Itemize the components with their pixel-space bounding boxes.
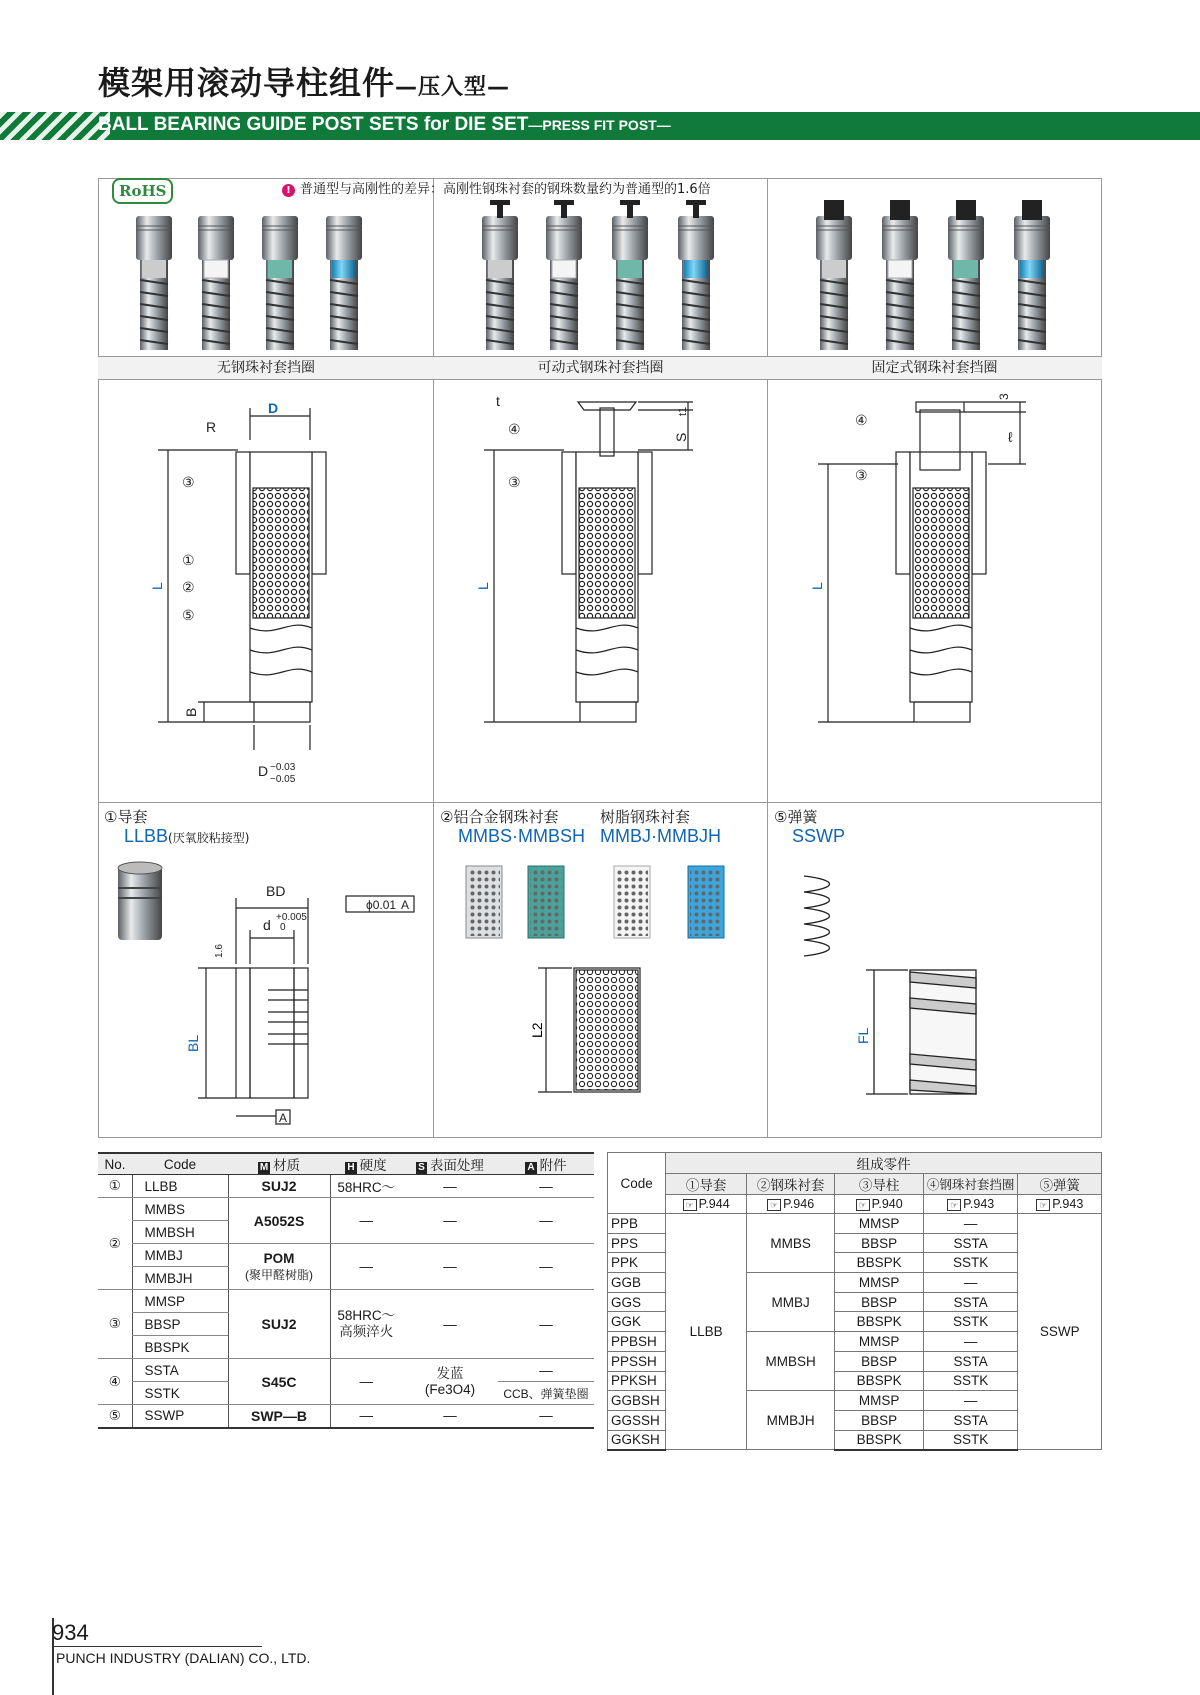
post-cell: BBSPK <box>835 1312 924 1332</box>
code-cell: PPSSH <box>608 1351 666 1371</box>
drawing-movable-retainer <box>484 402 693 722</box>
col-header: M 材质 <box>228 1153 330 1175</box>
post-cell: MMSP <box>835 1273 924 1293</box>
col-header: S 表面处理 <box>402 1153 498 1175</box>
retainer-cell: SSTK <box>923 1430 1018 1450</box>
code-cell: GGSSH <box>608 1410 666 1430</box>
table-row <box>608 1214 1102 1234</box>
dim-3: 3 <box>997 393 1011 400</box>
warning-icon: ! <box>282 184 295 197</box>
ball-bushing-drawing <box>538 968 640 1092</box>
col-header: A 附件 <box>498 1153 594 1175</box>
code-cell: GGK <box>608 1312 666 1332</box>
post-photo-plain <box>482 200 518 350</box>
table-row: ⑤ SSWP SWP—B — — — <box>98 1405 594 1428</box>
guide-bushing-photo <box>118 862 162 940</box>
callout-4: ④ <box>508 421 521 437</box>
retainer-cell: — <box>923 1391 1018 1411</box>
callout-4: ④ <box>855 412 868 428</box>
dim-D-bottom: D <box>258 763 269 779</box>
post-photo-teal <box>948 200 984 350</box>
spring-cell: SSWP <box>1018 1214 1102 1450</box>
bushing-cell: MMBJ <box>746 1273 835 1332</box>
dim-L: L <box>475 582 491 590</box>
table-row: ② MMBS A5052S — — — <box>98 1198 594 1221</box>
rough-16: 1.6 <box>214 944 225 958</box>
callout-2: ② <box>182 579 195 595</box>
callout-1: ① <box>182 552 195 568</box>
callout-3: ③ <box>855 467 868 483</box>
dim-d: d <box>263 917 271 933</box>
guide-cell: LLBB <box>666 1214 746 1450</box>
banner-stripes <box>0 112 110 140</box>
post-cell: MMSP <box>835 1391 924 1411</box>
post-photo-blue <box>678 200 714 350</box>
table-row: MMBJH <box>98 1267 594 1290</box>
dim-FL: FL <box>855 1027 871 1044</box>
dim-B: B <box>183 707 199 717</box>
ref-icon: ☞ <box>683 1199 697 1211</box>
part1-label: ①导套 <box>104 808 148 826</box>
callout-3: ③ <box>182 474 195 490</box>
type-caption: 无钢珠衬套挡圈 <box>98 356 434 380</box>
spring-drawing <box>804 876 976 1094</box>
tol-D-a: −0.03 <box>270 762 296 773</box>
post-photo-white <box>882 200 918 350</box>
dim-l: ℓ <box>1008 429 1013 445</box>
table-row: ① LLBB SUJ2 58HRC～ — — <box>98 1175 594 1198</box>
note-text: ! 普通型与高刚性的差异：高刚性钢珠衬套的钢珠数量约为普通型的1.6倍 <box>282 178 711 197</box>
post-photo-plain <box>816 200 852 350</box>
code-cell: PPKSH <box>608 1371 666 1391</box>
company-name: PUNCH INDUSTRY (DALIAN) CO., LTD. <box>56 1650 311 1666</box>
page-number: 934 <box>52 1620 89 1645</box>
group-header: 组成零件 <box>666 1153 1102 1174</box>
table-row: MMBJ POM (聚甲醛树脂) — — — <box>98 1244 594 1267</box>
post-photo-plain <box>136 216 172 350</box>
post-cell: MMSP <box>835 1214 924 1234</box>
footer-rule <box>52 1646 262 1647</box>
ref-icon: ☞ <box>767 1199 781 1211</box>
post-cell: BBSP <box>835 1233 924 1253</box>
runout: ϕ0.01 <box>366 898 397 912</box>
callout-5: ⑤ <box>182 607 195 623</box>
retainer-cell: SSTA <box>923 1351 1018 1371</box>
code-cell: PPB <box>608 1214 666 1234</box>
retainer-cell: — <box>923 1214 1018 1234</box>
product-photos <box>98 200 1102 350</box>
table-row: ③ MMSP SUJ2 58HRC～ 高频淬火 — — <box>98 1290 594 1313</box>
post-cell: BBSP <box>835 1410 924 1430</box>
post-cell: BBSPK <box>835 1253 924 1273</box>
retainer-cell: SSTA <box>923 1292 1018 1312</box>
retainer-cell: SSTK <box>923 1371 1018 1391</box>
tol-d: +0.005 <box>276 912 307 923</box>
dim-t: t <box>496 393 500 409</box>
retainer-cell: — <box>923 1332 1018 1352</box>
retainer-cell: — <box>923 1273 1018 1293</box>
retainer-cell: SSTA <box>923 1233 1018 1253</box>
post-cell: MMSP <box>835 1332 924 1352</box>
divider <box>98 802 1102 803</box>
part2-code-b: MMBJ·MMBJH <box>600 826 721 846</box>
dim-D: D <box>268 400 279 416</box>
code-cell: GGKSH <box>608 1430 666 1450</box>
col-header: No. <box>98 1153 132 1175</box>
technical-drawings <box>98 380 1102 802</box>
post-photo-blue <box>326 216 362 350</box>
code-cell: PPK <box>608 1253 666 1273</box>
part-drawings <box>98 848 1102 1138</box>
ref-icon: ☞ <box>1036 1199 1050 1211</box>
part2-label: ②铝合金钢珠衬套 <box>440 808 559 826</box>
ball-bushing-photos <box>466 866 724 938</box>
code-cell: GGS <box>608 1292 666 1312</box>
label-R: R <box>206 419 217 435</box>
col-header: Code <box>132 1153 228 1175</box>
table-row: BBSPK <box>98 1336 594 1359</box>
datum-A: A <box>401 898 410 912</box>
code-header: Code <box>608 1153 666 1214</box>
title-en-sub: —PRESS FIT POST— <box>528 117 671 133</box>
tol-d0: 0 <box>280 922 286 933</box>
post-cell: BBSP <box>835 1292 924 1312</box>
col-header: H 硬度 <box>330 1153 402 1175</box>
post-photo-white <box>546 200 582 350</box>
retainer-cell: SSTK <box>923 1312 1018 1332</box>
post-cell: BBSP <box>835 1351 924 1371</box>
table-row: SSTK CCB、弹簧垫圈 <box>98 1382 594 1405</box>
post-cell: BBSPK <box>835 1430 924 1450</box>
bushing-cell: MMBS <box>746 1214 835 1273</box>
dim-BD: BD <box>266 883 286 899</box>
type-caption: 固定式钢珠衬套挡圈 <box>767 356 1102 380</box>
drawing-fixed-retainer <box>818 402 1026 722</box>
post-photo-teal <box>262 216 298 350</box>
part1-code: LLBB(厌氧胶粘接型) <box>124 826 250 846</box>
retainer-cell: SSTK <box>923 1253 1018 1273</box>
code-cell: GGBSH <box>608 1391 666 1411</box>
table-row: MMBSH <box>98 1221 594 1244</box>
page-title: 模架用滚动导柱组件—压入型— <box>98 64 511 102</box>
table-row: BBSP <box>98 1313 594 1336</box>
part5-code: SSWP <box>792 826 846 846</box>
dim-L: L <box>149 582 165 590</box>
tol-D-b: −0.05 <box>270 774 296 785</box>
retainer-cell: SSTA <box>923 1410 1018 1430</box>
dim-BL: BL <box>185 1034 201 1052</box>
post-photo-white <box>198 216 234 350</box>
dim-L2: L2 <box>529 1022 545 1038</box>
title-en: BALL BEARING GUIDE POST SETS for DIE SET <box>98 114 529 135</box>
ref-icon: ☞ <box>856 1199 870 1211</box>
table-row: ④ SSTA S45C — 发蓝 (Fe3O4) — <box>98 1359 594 1382</box>
dim-L: L <box>809 582 825 590</box>
rohs-badge: RoHS <box>112 178 173 204</box>
dim-S: S <box>673 432 689 442</box>
part2-label-b: 树脂钢珠衬套 <box>600 808 691 826</box>
post-photo-teal <box>612 200 648 350</box>
components-table: Code 组成零件 ①导套 ②钢珠衬套 ③导柱 ④钢珠衬套挡圈 ⑤弹簧 ☞ P.944 ☞ P.946 ☞ P.940 ☞ P.943 ☞ P.943 PPB LLBB MMBS MMSP — SSWP PPS BBSP SSTA PPK BBSPK SSTK GGB MMBJ MMSP — GGS BBSP SSTA GGK BBSPK SSTK PPBSH MMBSH MMSP — PPSSH BBSP SSTA PPKSH BBSPK SSTK GGBSH MMBJH MMSP — GGSSH BBSP SSTA GGKSH BBSPK SSTK <box>607 1152 1102 1451</box>
type-caption: 可动式钢珠衬套挡圈 <box>433 356 768 380</box>
bushing-cell: MMBSH <box>746 1332 835 1391</box>
post-photo-blue <box>1014 200 1050 350</box>
bushing-cell: MMBJH <box>746 1391 835 1450</box>
post-cell: BBSPK <box>835 1371 924 1391</box>
callout-3: ③ <box>508 474 521 490</box>
dim-t1: t1 <box>677 406 689 416</box>
guide-bushing-drawing <box>198 896 414 1124</box>
title-banner <box>0 112 1200 140</box>
ref-icon: ☞ <box>947 1199 961 1211</box>
code-cell: PPS <box>608 1233 666 1253</box>
code-cell: PPBSH <box>608 1332 666 1352</box>
material-table <box>98 1152 594 1429</box>
datum-A: A <box>279 1111 288 1125</box>
part5-label: ⑤弹簧 <box>774 808 818 826</box>
part2-code: MMBS·MMBSH <box>458 826 585 846</box>
code-cell: GGB <box>608 1273 666 1293</box>
